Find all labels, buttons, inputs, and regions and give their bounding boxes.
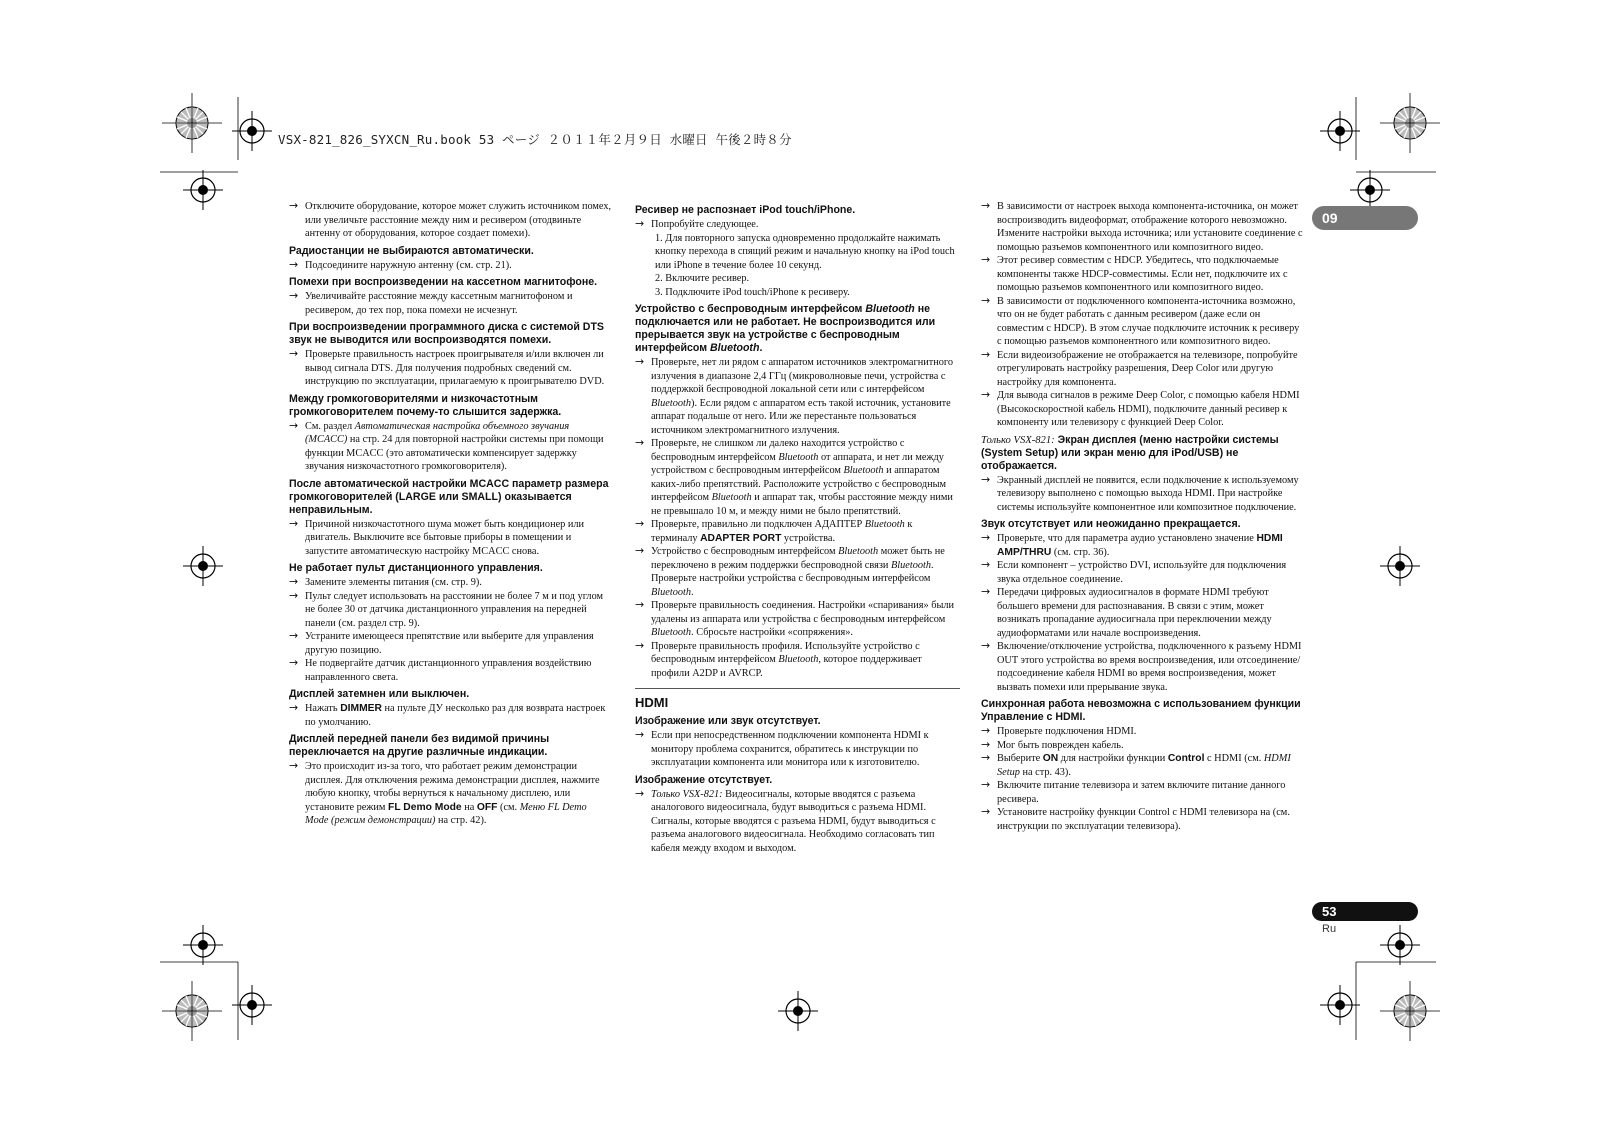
bullet-item: → Попробуйте следующее.	[635, 217, 759, 230]
column-2	[635, 200, 960, 855]
numbered-step: 3. Подключите iPod touch/iPhone к ресиверу.	[655, 286, 850, 298]
arrow-icon: →	[289, 199, 299, 212]
arrow-icon: →	[289, 257, 299, 271]
bullet-item: → Экранный дисплей не появится, если подключение к используемому телевизору выполнено с помощью выхода HDMI. При настройке системы используйте компонентное или композитное подключение.	[981, 472, 1299, 513]
bullet-item: → Устраните имеющееся препятствие или выберите для управления другую позицию.	[289, 629, 594, 656]
heading: Только VSX-821: Экран дисплея (меню настройки системы (System Setup) или экран меню для iPod/USB) не отображается.	[981, 433, 1279, 472]
bullet-item: → Пульт следует использовать на расстоянии не более 7 м и под углом не более 30 от датчика дистанционного управления на передней панели (см. раздел стр. 9).	[289, 588, 604, 629]
bullet-item: → Включение/отключение устройства, подключенного к разъему HDMI OUT этого устройства во время воспроизведения, или отсоединение/подсоединение кабеля HDMI во время воспроизведения, может вызвать помехи или прерывание звука.	[981, 639, 1302, 693]
arrow-icon: →	[981, 199, 991, 212]
registration-mark	[1350, 170, 1390, 210]
registration-star-top-right	[1380, 93, 1440, 153]
arrow-icon: →	[981, 805, 991, 818]
registration-mark	[1380, 546, 1420, 586]
heading: Ресивер не распознает iPod touch/iPhone.	[635, 204, 856, 216]
arrow-icon: →	[289, 759, 299, 772]
heading: Изображение отсутствует.	[635, 773, 773, 786]
language-label: Ru	[1322, 923, 1337, 935]
bullet-item: → Если компонент – устройство DVI, используйте для подключения звука отдельное соединение.	[981, 558, 1287, 585]
page-number: 53	[1312, 902, 1418, 921]
arrow-icon: →	[635, 598, 645, 611]
heading: При воспроизведении программного диска с системой DTS звук не выводится или воспроизводятся помехи.	[289, 321, 604, 346]
arrow-icon: →	[981, 724, 991, 737]
arrow-icon: →	[289, 516, 299, 530]
arrow-icon: →	[635, 436, 645, 449]
heading: Дисплей затемнен или выключен.	[289, 688, 470, 700]
heading: Синхронная работа невозможна с использованием функции Управление с HDMI.	[981, 698, 1301, 723]
bullet-item: → Замените элементы питания (см. стр. 9).	[289, 575, 482, 588]
registration-mark	[1320, 985, 1360, 1025]
bullet-item: → Увеличивайте расстояние между кассетным магнитофоном и ресивером, до тех пор, пока помехи не исчезнут.	[289, 289, 573, 316]
registration-mark	[1320, 111, 1360, 151]
bullet-item: → Для вывода сигналов в режиме Deep Color, с помощью кабеля HDMI (Высокоскоростной кабель HDMI), подключите данный ресивер к компоненту или телевизору с функцией Deep Color.	[981, 388, 1300, 428]
numbered-step: 2. Включите ресивер.	[655, 273, 750, 284]
book-file-header: VSX-821_826_SYXCN_Ru.book 53 ページ ２０１１年２月９日 水曜日 午後２時８分	[278, 132, 792, 147]
bullet-item: → Проверьте, правильно ли подключен АДАПТЕР Bluetooth к терминалу ADAPTER PORT устройства.	[635, 517, 913, 544]
arrow-icon: →	[289, 629, 299, 642]
arrow-icon: →	[981, 737, 991, 751]
bullet-item: → Только VSX-821: Видеосигналы, которые вводятся с разъема аналогового видеосигнала, будут выводиться с разъема HDMI. Сигналы, которые вводятся с разъема HDMI, будут выводиться с разъема аналогового видеосигнала. Необходимо согласовать тип кабеля между входом и выходом.	[635, 786, 936, 854]
bullet-item: → Проверьте правильность настроек проигрывателя и/или включен ли вывод сигнала DTS. Для получения подробных сведений см. инструкцию по эксплуатации, прилагаемую к проигрывателю DVD.	[289, 347, 605, 387]
arrow-icon: →	[981, 531, 991, 544]
heading: Устройство с беспроводным интерфейсом Bluetooth не подключается или не работает. Не воспроизводится или прерывается звук на устройстве с беспроводным интерфейсом Bluetooth.	[635, 303, 936, 354]
bullet-item: → Проверьте, не слишком ли далеко находится устройство с беспроводным интерфейсом Bluetooth от аппарата, и нет ли между устройством с беспроводным интерфейсом Bluetooth и аппаратом каких-либо препятствий. Расположите устройство с беспроводным интерфейсом Bluetooth и аппарат так, чтобы расстояние между ними не превышало 10 м, и между ними не было препятствий.	[635, 436, 953, 517]
heading: Между громкоговорителями и низкочастотным громкоговорителем почему-то слышится задержка.	[289, 392, 562, 418]
bullet-item: → Проверьте правильность соединения. Настройки «спаривания» были удалены из аппарата или устройства с беспроводным интерфейсом Bluetooth. Сбросьте настройки «сопряжения».	[635, 598, 955, 638]
arrow-icon: →	[981, 347, 991, 361]
heading: После автоматической настройки MCACC параметр размера громкоговорителей (LARGE или SMALL) оказывается неправильным.	[289, 477, 609, 516]
arrow-icon: →	[981, 388, 991, 401]
column-1	[289, 200, 612, 828]
registration-star-top-left	[162, 93, 222, 153]
bullet-item: → Выберите ON для настройки функции Control с HDMI (см. HDMI Setup на стр. 43).	[981, 751, 1291, 778]
arrow-icon: →	[289, 347, 299, 360]
bullet-item: → Причиной низкочастотного шума может быть кондиционер или двигатель. Выключите все бытовые приборы в помещении и запустите автоматическую настройку MCACC снова.	[289, 516, 585, 557]
arrow-icon: →	[635, 217, 645, 230]
arrow-icon: →	[635, 728, 645, 741]
arrow-icon: →	[981, 558, 991, 571]
arrow-icon: →	[635, 355, 645, 368]
arrow-icon: →	[981, 253, 991, 266]
heading: Дисплей передней панели без видимой причины переключается на другие различные индикации.	[289, 733, 550, 758]
arrow-icon: →	[635, 544, 645, 557]
heading: Звук отсутствует или неожиданно прекращается.	[981, 518, 1241, 530]
bullet-item: → Нажать DIMMER на пульте ДУ несколько раз для возврата настроек по умолчанию.	[289, 701, 606, 728]
arrow-icon: →	[981, 639, 991, 652]
heading: Не работает пульт дистанционного управления.	[289, 562, 543, 574]
registration-mark	[183, 546, 223, 586]
heading: Изображение или звук отсутствует.	[635, 715, 821, 727]
registration-star-bottom-right	[1380, 981, 1440, 1041]
bullet-item: → В зависимости от подключенного компонента-источника возможно, что он не будет работать с данным ресивером (даже если он совместим с HDCP). В этом случае подключите источник к ресиверу с помощью разъемов компонентного или композитного видео.	[981, 293, 1300, 347]
arrow-icon: →	[635, 638, 645, 652]
bullet-item: → Проверьте, нет ли рядом с аппаратом источников электромагнитного излучения в диапазоне 2,4 ГГц (микроволновые печи, устройства с поддержкой беспроводной локальной сети или с интерфейсом Bluetooth). Если рядом с аппаратом есть такой источник, установите аппарат подальше от него. Или же перестаньте пользоваться источником электромагнитного излучения.	[635, 355, 954, 436]
bullet-item: → Проверьте, что для параметра аудио установлено значение HDMI AMP/THRU (см. стр. 36).	[981, 531, 1283, 558]
bullet-item: → Отключите оборудование, которое может служить источником помех, или увеличьте расстояние между ним и ресивером (отодвиньте антенну от оборудования, которое создает помехи).	[289, 199, 612, 239]
arrow-icon: →	[289, 418, 299, 432]
arrow-icon: →	[981, 293, 991, 307]
numbered-step: 1. Для повторного запуска одновременно продолжайте нажимать кнопку перехода в спящий режим и начальную кнопку на iPod touch или iPhone в течение более 10 секунд.	[655, 232, 955, 271]
arrow-icon: →	[981, 472, 991, 486]
arrow-icon: →	[635, 517, 645, 530]
bullet-item: → Передачи цифровых аудиосигналов в формате HDMI требуют большего времени для распознавания. В связи с этим, может возникать пропадание аудиосигнала при переключении между аудиоформатами или начале воспроизведения.	[981, 585, 1272, 639]
bullet-item: → Не подвергайте датчик дистанционного управления воздействию направленного света.	[289, 656, 592, 683]
bullet-item: → В зависимости от настроек выхода компонента-источника, он может воспроизводить видеоформат, отображение которого невозможно. Измените настройки выхода источника; или установите соединение с помощью разъемов компонентного или композитного видео.	[981, 199, 1303, 253]
bullet-item: → Установите настройку функции Control с HDMI телевизора на (см. инструкции по эксплуатации телевизора).	[981, 805, 1290, 832]
bullet-item: → Если видеоизображение не отображается на телевизоре, попробуйте отрегулировать настройку разрешения, Deep Color или другую настройку для компонента.	[981, 347, 1298, 388]
bullet-item: → Мог быть поврежден кабель.	[981, 737, 1124, 751]
bullet-item: → Проверьте правильность профиля. Используйте устройство с беспроводным интерфейсом Bluetooth, которое поддерживает профили A2DP и AVRCP.	[635, 638, 922, 679]
registration-mark	[1380, 925, 1420, 965]
bullet-item: → См. раздел Автоматическая настройка объемного звучания (MCACC) на стр. 24 для повторной настройки системы при помощи функции MCACC (это автоматически компенсирует задержку звучания низкочастотного громкоговорителя).	[289, 418, 604, 472]
bullet-item: → Устройство с беспроводным интерфейсом Bluetooth может быть не переключено в режим поддержки беспроводной связи Bluetooth. Проверьте настройки устройства с беспроводным интерфейсом Bluetooth.	[635, 544, 945, 598]
registration-mark	[778, 991, 818, 1031]
registration-mark	[183, 170, 223, 210]
arrow-icon: →	[289, 588, 299, 602]
heading: Радиостанции не выбираются автоматически.	[289, 244, 534, 257]
heading: Помехи при воспроизведении на кассетном магнитофоне.	[289, 276, 598, 288]
arrow-icon: →	[981, 778, 991, 791]
arrow-icon: →	[635, 786, 645, 800]
bullet-item: → Подсоедините наружную антенну (см. стр. 21).	[289, 257, 512, 271]
arrow-icon: →	[981, 751, 991, 764]
column-3	[981, 200, 1306, 833]
arrow-icon: →	[289, 656, 299, 669]
bullet-item: → Этот ресивер совместим с HDCP. Убедитесь, что подключаемые компоненты также HDCP-совместимы. Если нет, подключите их с помощью разъемов компонентного или композитного видео.	[981, 253, 1288, 293]
arrow-icon: →	[289, 701, 299, 714]
arrow-icon: →	[981, 585, 991, 598]
section-title-hdmi: HDMI	[635, 688, 960, 711]
bullet-item: → Проверьте подключения HDMI.	[981, 724, 1137, 737]
bullet-item: → Включите питание телевизора и затем включите питание данного ресивера.	[981, 778, 1286, 805]
registration-mark	[183, 925, 223, 965]
bullet-item: → Это происходит из-за того, что работает режим демонстрации дисплея. Для отключения режима демонстрации дисплея, нажмите любую кнопку, чтобы вернуться к начальному дисплею, или установите режим FL Demo Mode на OFF (см. Меню FL Demo Mode (режим демонстрации) на стр. 42).	[289, 759, 600, 826]
registration-star-bottom-left	[162, 981, 222, 1041]
arrow-icon: →	[289, 289, 299, 302]
arrow-icon: →	[289, 575, 299, 588]
bullet-item: → Если при непосредственном подключении компонента HDMI к монитору проблема сохранится, обратитесь к инструкции по эксплуатации компонента или монитора или к изготовителю.	[635, 728, 929, 768]
chapter-tab: 09	[1312, 206, 1418, 230]
